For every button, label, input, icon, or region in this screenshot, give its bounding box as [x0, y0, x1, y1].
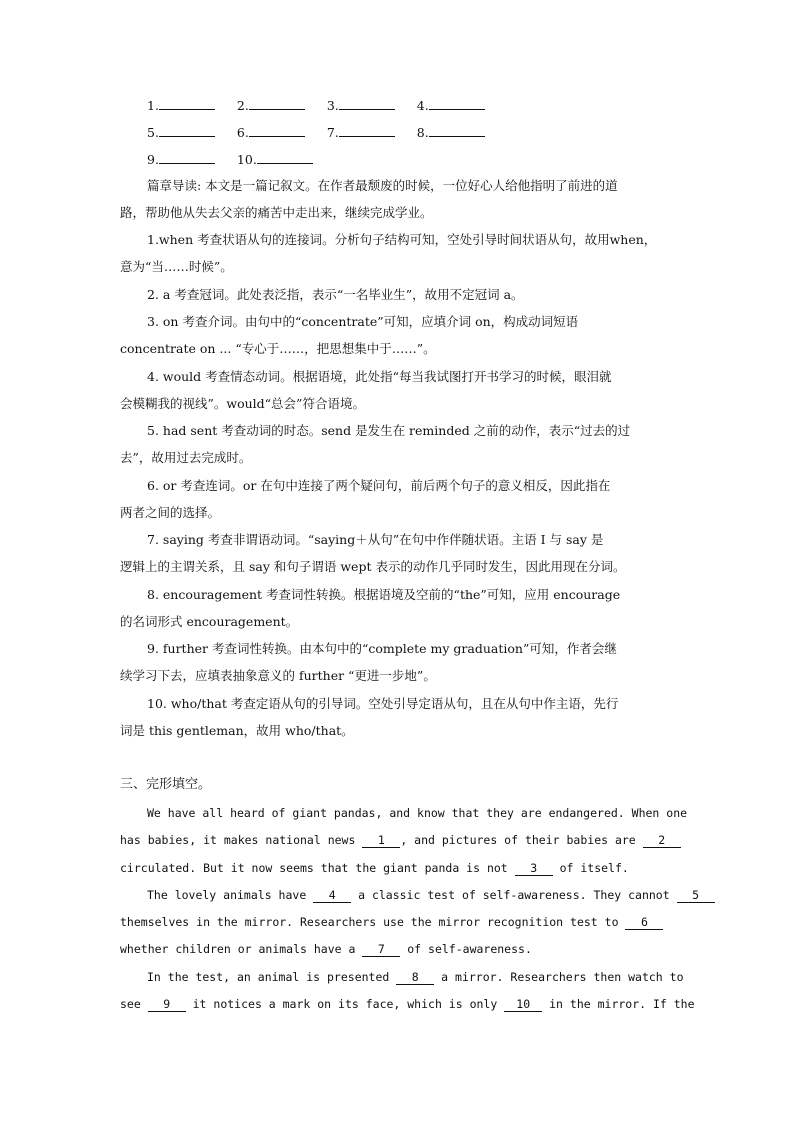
answer-blank[interactable]: [257, 151, 313, 164]
answer-blank[interactable]: [429, 124, 485, 137]
explanation-1-line-2: 意为“当……时候”。: [120, 259, 233, 274]
explanation-8-line-1: 8. encouragement 考查词性转换。根据语境及空前的“the”可知，应用 encourage: [147, 587, 621, 602]
answer-number: 9.: [147, 152, 159, 167]
cloze-line-2: [120, 832, 680, 848]
explanation-6-line-2: 两者之间的选择。: [120, 505, 221, 520]
guide-line-2: 路，帮助他从失去父亲的痛苦中走出来，继续完成学业。: [120, 205, 433, 220]
explanation-6-line-1: 6. or 考查连词。or 在句中连接了两个疑问句，前后两个句子的意义相反，因此指在: [147, 478, 611, 493]
cloze-line-8: [120, 996, 695, 1012]
explanation-8-line-2: 的名词形式 encouragement。: [120, 614, 299, 629]
answer-blank[interactable]: [159, 151, 215, 164]
cloze-blank-7[interactable]: 7: [362, 943, 400, 957]
answer-number: 5.: [147, 125, 159, 140]
answer-blank[interactable]: [339, 97, 395, 110]
cloze-text: it notices a mark on its face, which is only: [185, 997, 505, 1011]
explanation-10-line-2: 词是 this gentleman，故用 who/that。: [120, 723, 354, 738]
section-title: 三、完形填空。: [120, 777, 212, 792]
answer-row-3: [147, 151, 680, 168]
answer-blank[interactable]: [339, 124, 395, 137]
explanation-1-line-1: 1.when 考查状语从句的连接词。分析句子结构可知，空处引导时间状语从句，故用when，: [147, 232, 657, 247]
cloze-blank-1[interactable]: 1: [362, 834, 400, 848]
explanation-2-line-1: 2. a 考查冠词。此处表泛指，表示“一名毕业生”，故用不定冠词 a。: [147, 287, 524, 302]
answer-blank[interactable]: [159, 97, 215, 110]
cloze-blank-6[interactable]: 6: [625, 916, 663, 930]
answer-number: 2.: [236, 98, 249, 113]
answer-blank[interactable]: [159, 124, 215, 137]
cloze-text: a classic test of self-awareness. They cannot: [351, 888, 677, 902]
cloze-line-7: [147, 969, 684, 985]
answer-number: 10.: [236, 152, 257, 167]
answer-blank[interactable]: [249, 97, 305, 110]
cloze-blank-4[interactable]: 4: [313, 889, 351, 903]
explanation-9-line-1: 9. further 考查词性转换。由本句中的“complete my graduation”可知，作者会继: [147, 641, 617, 656]
cloze-blank-10[interactable]: 10: [504, 998, 542, 1012]
answer-number: 4.: [416, 98, 429, 113]
answer-blank[interactable]: [249, 124, 305, 137]
explanation-3-line-2: concentrate on ... “专心于……，把思想集中于……”。: [120, 341, 436, 356]
cloze-text: circulated. But it now seems that the giant panda is not: [120, 861, 515, 875]
cloze-text: of self-awareness.: [400, 942, 532, 956]
cloze-text: , and pictures of their babies are: [400, 833, 643, 847]
answer-number: 6.: [236, 125, 249, 140]
answer-blank[interactable]: [429, 97, 485, 110]
cloze-line-5: [120, 914, 680, 930]
explanation-5-line-2: 去”，故用过去完成时。: [120, 450, 252, 465]
answer-number: 8.: [416, 125, 429, 140]
cloze-text: In the test, an animal is presented: [147, 970, 397, 984]
explanation-7-line-2: 逻辑上的主谓关系，且 say 和句子谓语 wept 表示的动作几乎同时发生，因此用现在分词。: [120, 559, 626, 574]
cloze-blank-9[interactable]: 9: [148, 998, 186, 1012]
cloze-text: The lovely animals have: [147, 888, 314, 902]
cloze-blank-8[interactable]: 8: [396, 971, 434, 985]
explanation-3-line-1: 3. on 考查介词。由句中的“concentrate”可知，应填介词 on，构成动词短语: [147, 314, 579, 329]
cloze-blank-3[interactable]: 3: [515, 862, 553, 876]
explanation-7-line-1: 7. saying 考查非谓语动词。“saying＋从句”在句中作伴随状语。主语 I 与 say 是: [147, 532, 604, 547]
answer-row-1: [147, 97, 680, 114]
cloze-line-1: We have all heard of giant pandas, and know that they are endangered. When one: [147, 806, 688, 820]
explanation-9-line-2: 续学习下去，应填表抽象意义的 further “更进一步地”。: [120, 668, 436, 683]
explanation-4-line-2: 会模糊我的视线”。would“总会”符合语境。: [120, 396, 365, 411]
cloze-text: has babies, it makes national news: [120, 833, 363, 847]
cloze-text: a mirror. Researchers then watch to: [434, 970, 684, 984]
answer-number: 3.: [326, 98, 339, 113]
explanation-5-line-1: 5. had sent 考查动词的时态。send 是发生在 reminded 之前的动作，表示“过去的过: [147, 423, 631, 438]
explanation-4-line-1: 4. would 考查情态动词。根据语境，此处指“每当我试图打开书学习的时候，眼泪就: [147, 369, 612, 384]
cloze-text: of itself.: [552, 861, 629, 875]
cloze-text: see: [120, 997, 148, 1011]
cloze-blank-5[interactable]: 5: [677, 889, 715, 903]
cloze-line-3: [120, 860, 680, 876]
answer-number: 7.: [326, 125, 339, 140]
answer-row-2: [147, 124, 680, 141]
cloze-line-4: [147, 887, 700, 903]
cloze-text: whether children or animals have a: [120, 942, 363, 956]
cloze-text: themselves in the mirror. Researchers use the mirror recognition test to: [120, 915, 626, 929]
answer-number: 1.: [147, 98, 159, 113]
explanation-10-line-1: 10. who/that 考查定语从句的引导词。空处引导定语从句，且在从句中作主语，先行: [147, 696, 619, 711]
cloze-blank-2[interactable]: 2: [643, 834, 681, 848]
cloze-text: in the mirror. If the: [542, 997, 695, 1011]
guide-line-1: 篇章导读: 本文是一篇记叙文。在作者最颓废的时候，一位好心人给他指明了前进的道: [147, 178, 618, 193]
cloze-line-6: [120, 941, 680, 957]
